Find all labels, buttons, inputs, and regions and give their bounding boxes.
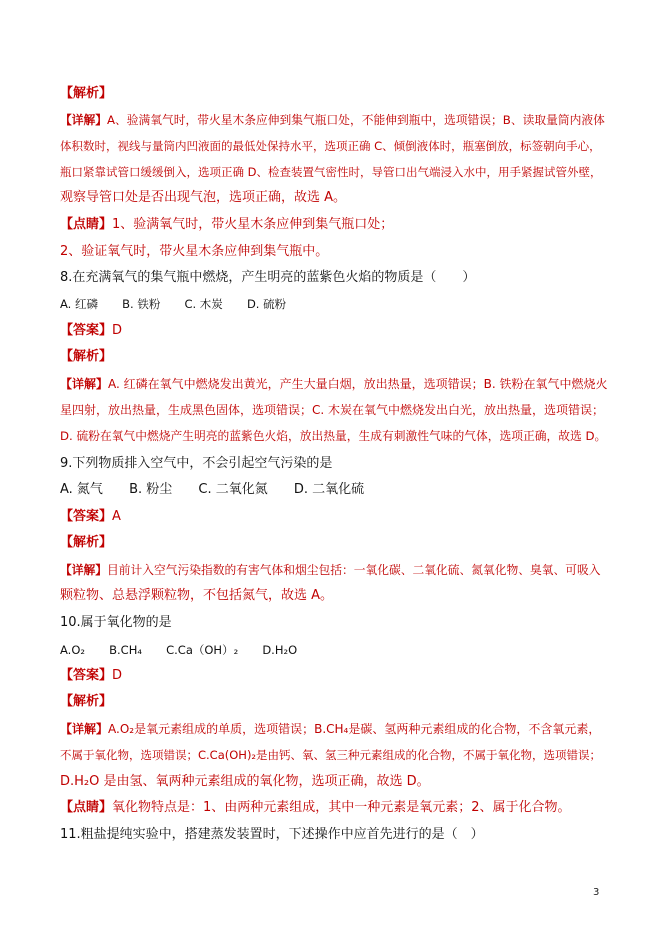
q10-question: 10.属于氧化物的是 (60, 615, 172, 630)
q9-option-a: A. 氮气 (60, 482, 103, 497)
q8-detail-line-1 (60, 374, 608, 394)
q10-detail-line-1 (60, 719, 608, 739)
q9-answer (60, 507, 608, 527)
q8-answer (60, 321, 608, 341)
q9-option-b: B. 粉尘 (129, 482, 173, 497)
q10-options (60, 640, 608, 661)
q10-answer-label: 【答案】 (60, 668, 113, 683)
q9-detail-text-1: 目前计入空气污染指数的有害气体和烟尘包括：一氧化碳、二氧化硫、氮氧化物、臭氧、可吸入 (107, 563, 601, 577)
q9-question: 9.下列物质排入空气中，不会引起空气污染的是 (60, 456, 333, 471)
q10-tip-text: 氧化物特点是：1、由两种元素组成，其中一种元素是氧元素；2、属于化合物。 (112, 800, 571, 815)
q7-detail-line-3: 瓶口紧靠试管口缓缓倒入，选项正确 D、检查装置气密性时，导管口出气端浸入水中，用手紧握试管外壁， (60, 165, 602, 179)
q8-option-a: A. 红磷 (60, 297, 98, 311)
q9-detail-line-1 (60, 560, 608, 580)
q7-detail-line-2: 体积数时，视线与量筒内凹液面的最低处保持水平，选项正确 C、倾倒液体时，瓶塞倒放，标签朝向手心， (60, 139, 601, 153)
q10-detail-line-3: D.H₂O 是由氢、氧两种元素组成的氧化物，选项正确，故选 D。 (60, 774, 430, 789)
q10-analysis-label: 【解析】 (60, 694, 113, 709)
q8-detail-line-2: 星四射，放出热量，生成黑色固体，选项错误；C. 木炭在氧气中燃烧发出白光，放出热量，选项错误； (60, 403, 605, 417)
q7-detail-line-1 (60, 110, 608, 130)
q9-option-d: D. 二氧化硫 (293, 482, 365, 497)
q10-option-c: C.Ca（OH）₂ (166, 643, 239, 657)
q10-detail-text-1: A.O₂是氧元素组成的单质，选项错误；B.CH₄是碳、氢两种元素组成的化合物，不含氧元素， (108, 722, 601, 736)
q8-detail-line-3: D. 硫粉在氧气中燃烧产生明亮的蓝紫色火焰，放出热量，生成有刺激性气味的气体，选项正确，故选 D。 (60, 429, 607, 443)
q11-question: 11.粗盐提纯实验中，搭建蒸发装置时，下述操作中应首先进行的是（ ） (60, 827, 484, 842)
q9-answer-value: A (112, 509, 121, 524)
q7-tip-line-2: 2、验证氧气时，带火星木条应伸到集气瓶中。 (60, 244, 329, 259)
q10-option-d: D.H₂O (262, 643, 298, 657)
q10-tip-label: 【点睛】 (60, 800, 113, 815)
q7-detail-line-4: 观察导管口处是否出现气泡，选项正确，故选 A。 (60, 190, 347, 205)
q8-option-c: C. 木炭 (184, 297, 223, 311)
q9-detail-label: 【详解】 (60, 563, 107, 577)
q10-tip-line (60, 798, 608, 818)
page-number: 3 (593, 887, 600, 898)
q8-options (60, 294, 608, 315)
q7-analysis-label: 【解析】 (60, 86, 113, 101)
q7-detail-text-1: A、验满氧气时，带火星木条应伸到集气瓶口处，不能伸到瓶中，选项错误；B、读取量筒内液体 (107, 113, 605, 127)
q10-answer (60, 666, 608, 686)
q10-option-b: B.CH₄ (109, 643, 142, 657)
q8-detail-label: 【详解】 (60, 377, 109, 391)
q9-detail-line-2: 颗粒物、总悬浮颗粒物，不包括氮气，故选 A。 (60, 588, 334, 603)
q10-answer-value: D (112, 668, 123, 683)
q8-question: 8.在充满氧气的集气瓶中燃烧，产生明亮的蓝紫色火焰的物质是（ ） (60, 270, 476, 285)
q8-option-b: B. 铁粉 (122, 297, 161, 311)
q10-option-a: A.O₂ (60, 643, 85, 657)
q10-detail-line-2: 不属于氧化物，选项错误；C.Ca(OH)₂是由钙、氧、氢三种元素组成的化合物，不属于氧化物，选项错误； (60, 748, 602, 762)
q7-tip-line-1 (60, 215, 608, 235)
q9-option-c: C. 二氧化氮 (198, 482, 268, 497)
q8-detail-text-1: A. 红磷在氧气中燃烧发出黄光，产生大量白烟，放出热量，选项错误；B. 铁粉在氧气中燃烧火 (108, 377, 608, 391)
q9-analysis-label: 【解析】 (60, 535, 113, 550)
q8-analysis-label: 【解析】 (60, 349, 113, 364)
q8-answer-value: D (112, 323, 123, 338)
q9-answer-label: 【答案】 (60, 509, 113, 524)
q9-options (60, 480, 608, 500)
q8-option-d: D. 硫粉 (246, 297, 287, 311)
q7-tip-text-1: 1、验满氧气时，带火星木条应伸到集气瓶口处； (112, 217, 394, 232)
q10-detail-label: 【详解】 (60, 722, 109, 736)
q7-tip-label: 【点睛】 (60, 217, 113, 232)
q8-answer-label: 【答案】 (60, 323, 113, 338)
q7-detail-label: 【详解】 (60, 113, 107, 127)
